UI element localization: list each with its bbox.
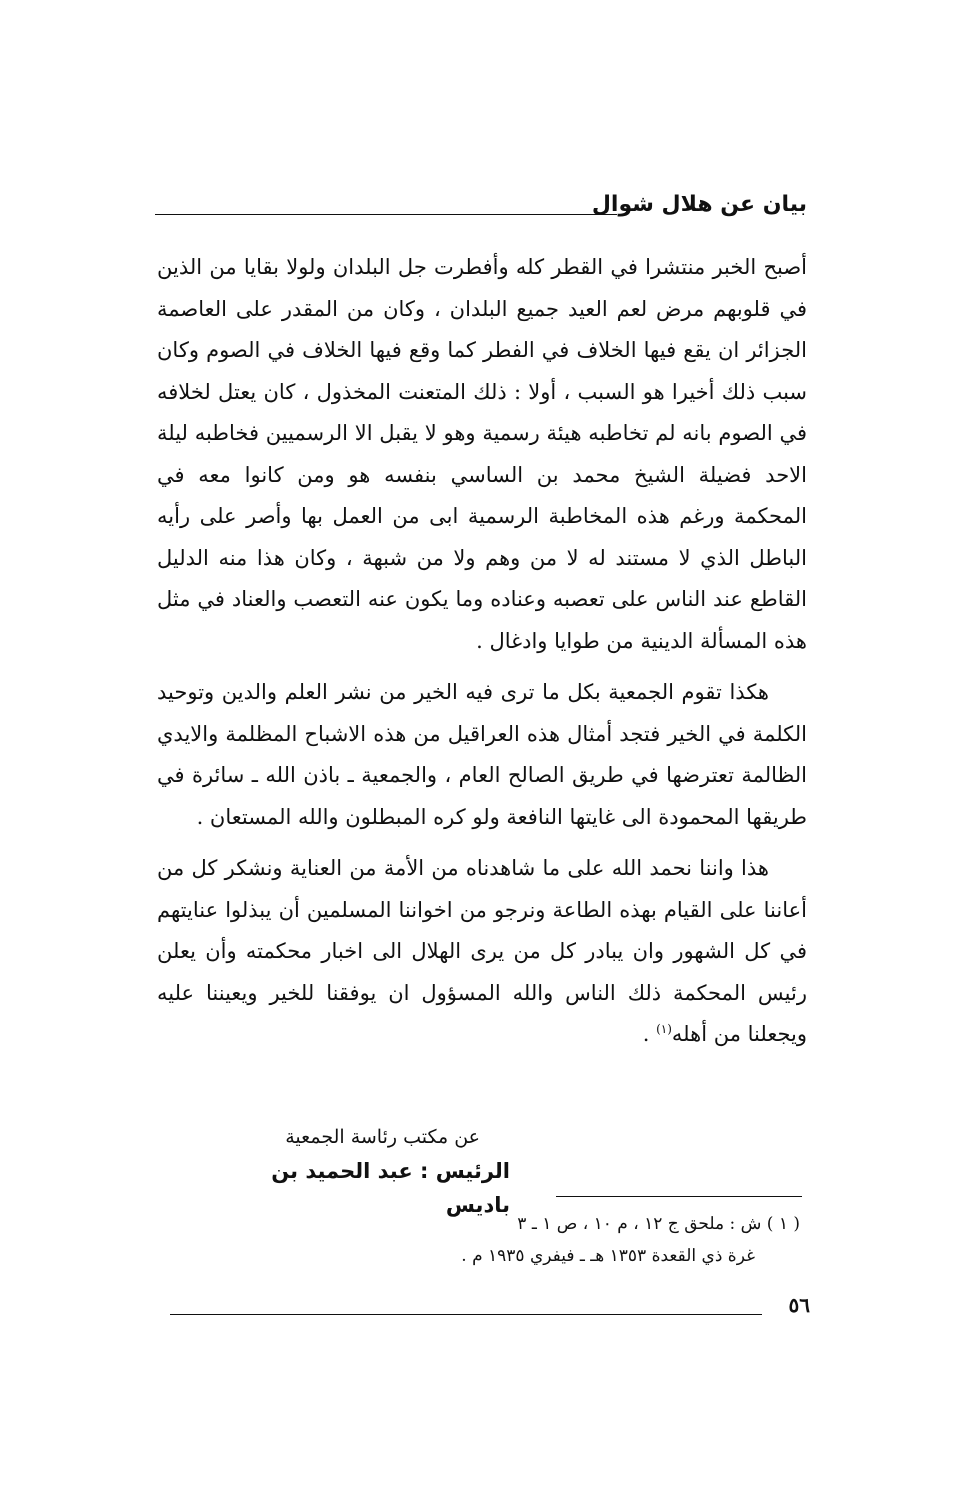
page-footer <box>170 1292 810 1322</box>
footnote-rule <box>556 1196 802 1197</box>
running-title: بيان عن هلال شوال <box>591 192 807 217</box>
paragraph-3-text: هذا واننا نحمد الله على ما شاهدناه من الأمة من العناية ونشكر كل من أعاننا على القيام بهذه الطاعة ونرجو من اخواننا المسلمين أن يبذلوا عنايتهم في كل الشهور وان يبادر كل من يرى الهلال الى اخبار محكمته وأن يعلن رئيس المحكمة ذلك الناس والله المسؤول ان يوفقنا للخير ويعيننا عليه ويجعلنا من أهله <box>157 856 807 1046</box>
signature-block <box>210 1120 510 1222</box>
footnote-line-2: غرة ذي القعدة ١٣٥٣ هـ ـ فيفري ١٩٣٥ م . <box>461 1246 755 1266</box>
running-head <box>155 190 807 230</box>
footnotes <box>240 1208 800 1272</box>
paragraph-2: هكذا تقوم الجمعية بكل ما ترى فيه الخير من نشر العلم والدين وتوحيد الكلمة في الخير فتجد أمثال هذه العراقيل من هذه الاشباح المظلمة والايدي الظالمة تعترضها في طريق الصالح العام ، والجمعية ـ باذن الله ـ سائرة في طريقها المحمودة الى غايتها النافعة ولو كره المبطلون والله المستعان . <box>157 680 807 829</box>
running-head-rule <box>155 214 617 215</box>
footnote-marker: (١) <box>656 1022 672 1036</box>
paragraph-1: أصبح الخبر منتشرا في القطر كله وأفطرت جل البلدان ولولا بقايا من الذين في قلوبهم مرض لعم العيد جميع البلدان ، وكان من المقدر على العاصمة الجزائر ان يقع فيها الخلاف في الفطر كما وقع فيها الخلاف في الصوم وكان سبب ذلك أخيرا هو السبب ، أولا : ذلك المتعنت المخذول ، كان يعتل لخلافه في الصوم بانه لم تخاطبه هيئة رسمية وهو لا يقبل الا الرسميين فخاطبه ليلة الاحد فضيلة الشيخ محمد بن الساسي بنفسه هو ومن كانوا معه في المحكمة ورغم هذه المخاطبة الرسمية ابى من العمل بها وأصر على رأيه الباطل الذي لا مستند له لا من وهم ولا من شبهة ، وكان هذا منه الدليل القاطع عند الناس على تعصبه وعناده وما يكون عنه التعصب والعناد في مثل هذه المسألة الدينية من طوايا وادغال . <box>157 255 807 653</box>
paragraph-3-end: . <box>642 1022 657 1046</box>
page-number: ٥٦ <box>788 1293 810 1317</box>
signature-office: عن مكتب رئاسة الجمعية <box>285 1126 480 1148</box>
body-text <box>157 247 807 1066</box>
signature-name: الرئيس : عبد الحميد بن باديس <box>271 1159 510 1217</box>
footer-rule <box>170 1314 762 1315</box>
footnote-line-1: ( ١ ) ش : ملحق ج ١٢ ، م ١٠ ، ص ١ ـ ٣ <box>517 1214 800 1234</box>
paragraph-3 <box>157 848 807 1056</box>
